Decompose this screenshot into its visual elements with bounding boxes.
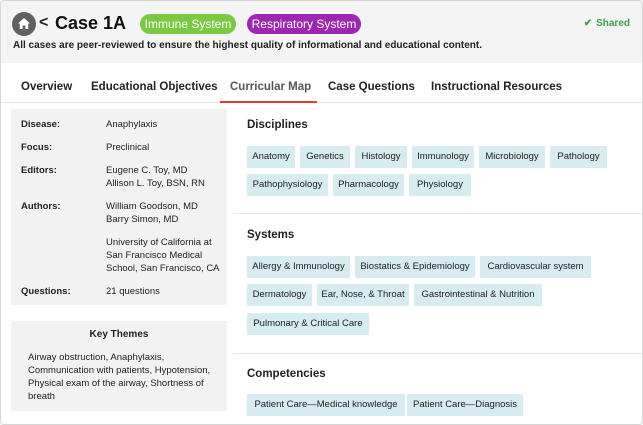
discipline-chip[interactable]: Anatomy (247, 146, 295, 168)
discipline-chip[interactable]: Pharmacology (333, 174, 404, 196)
discipline-chip[interactable]: Pathology (550, 146, 607, 168)
competency-chip[interactable]: Patient Care—Diagnosis (407, 394, 523, 416)
focus-label: Focus: (21, 142, 53, 153)
key-themes-title: Key Themes (89, 329, 149, 340)
tab-educational-objectives[interactable]: Educational Objectives (91, 81, 218, 93)
discipline-chip[interactable]: Microbiology (479, 146, 545, 168)
home-icon[interactable] (12, 12, 36, 36)
system-chip[interactable]: Cardiovascular system (480, 256, 591, 278)
case-header (1, 1, 642, 63)
shared-status (584, 18, 630, 29)
system-chip[interactable]: Allergy & Immunology (247, 256, 350, 278)
tab-bar (1, 63, 642, 103)
author-1: William Goodson, MD (106, 201, 198, 212)
checkmark-icon: ✔ (583, 18, 593, 29)
editor-2: Allison L. Toy, BSN, RN (106, 178, 205, 189)
system-chip[interactable]: Biostatics & Epidemiology (355, 256, 475, 278)
key-themes-line: breath (28, 391, 55, 402)
author-2: Barry Simon, MD (106, 214, 179, 225)
discipline-chip[interactable]: Pathophysiology (247, 174, 328, 196)
back-chevron-icon[interactable]: < (39, 14, 49, 31)
affiliation-line-3: School, San Francisco, CA (106, 263, 220, 274)
affiliation-line-2: San Francisco Medical (106, 250, 203, 261)
competencies-title: Competencies (247, 368, 326, 380)
case-info-panel (11, 109, 227, 305)
system-chip[interactable]: Dermatology (247, 284, 312, 306)
peer-review-notice: All cases are peer-reviewed to ensure the highest quality of informational and educational content. (13, 40, 482, 51)
editor-1: Eugene C. Toy, MD (106, 165, 188, 176)
section-divider (233, 353, 642, 354)
focus-value: Preclinical (106, 142, 150, 153)
system-chip[interactable]: Gastrointestinal & Nutrition (414, 284, 542, 306)
tag-respiratory-system[interactable]: Respiratory System (247, 14, 361, 34)
tab-overview[interactable]: Overview (21, 81, 73, 93)
key-themes-line: Airway obstruction, Anaphylaxis, (28, 352, 165, 363)
disease-value: Anaphylaxis (106, 119, 158, 130)
discipline-chip[interactable]: Histology (355, 146, 407, 168)
disease-label: Disease: (21, 119, 61, 130)
key-themes-panel (11, 321, 227, 411)
questions-label: Questions: (21, 286, 71, 297)
editors-label: Editors: (21, 165, 57, 176)
competency-chip[interactable]: Patient Care—Medical knowledge (247, 394, 405, 416)
questions-value: 21 questions (106, 286, 160, 297)
key-themes-line: Communication with patients, Hypotension, (28, 365, 211, 376)
tab-instructional-resources[interactable]: Instructional Resources (431, 81, 563, 93)
discipline-chip[interactable]: Immunology (412, 146, 474, 168)
system-chip[interactable]: Ear, Nose, & Throat (317, 284, 409, 306)
systems-title: Systems (247, 229, 295, 241)
shared-label: Shared (596, 18, 630, 29)
key-themes-text (28, 351, 218, 403)
discipline-chip[interactable]: Physiology (409, 174, 471, 196)
section-divider (233, 213, 642, 214)
tag-immune-system[interactable]: Immune System (140, 14, 236, 34)
tab-case-questions[interactable]: Case Questions (328, 81, 415, 93)
affiliation-line-1: University of California at (106, 237, 212, 248)
authors-label: Authors: (21, 201, 61, 212)
case-title: Case 1A (55, 13, 127, 33)
discipline-chip[interactable]: Genetics (300, 146, 350, 168)
disciplines-title: Disciplines (247, 119, 308, 131)
system-chip[interactable]: Pulmonary & Critical Care (247, 313, 369, 335)
tab-curricular-map[interactable]: Curricular Map (230, 81, 312, 93)
active-tab-indicator (220, 101, 317, 103)
key-themes-line: Physical exam of the airway, Shortness of (28, 378, 204, 389)
